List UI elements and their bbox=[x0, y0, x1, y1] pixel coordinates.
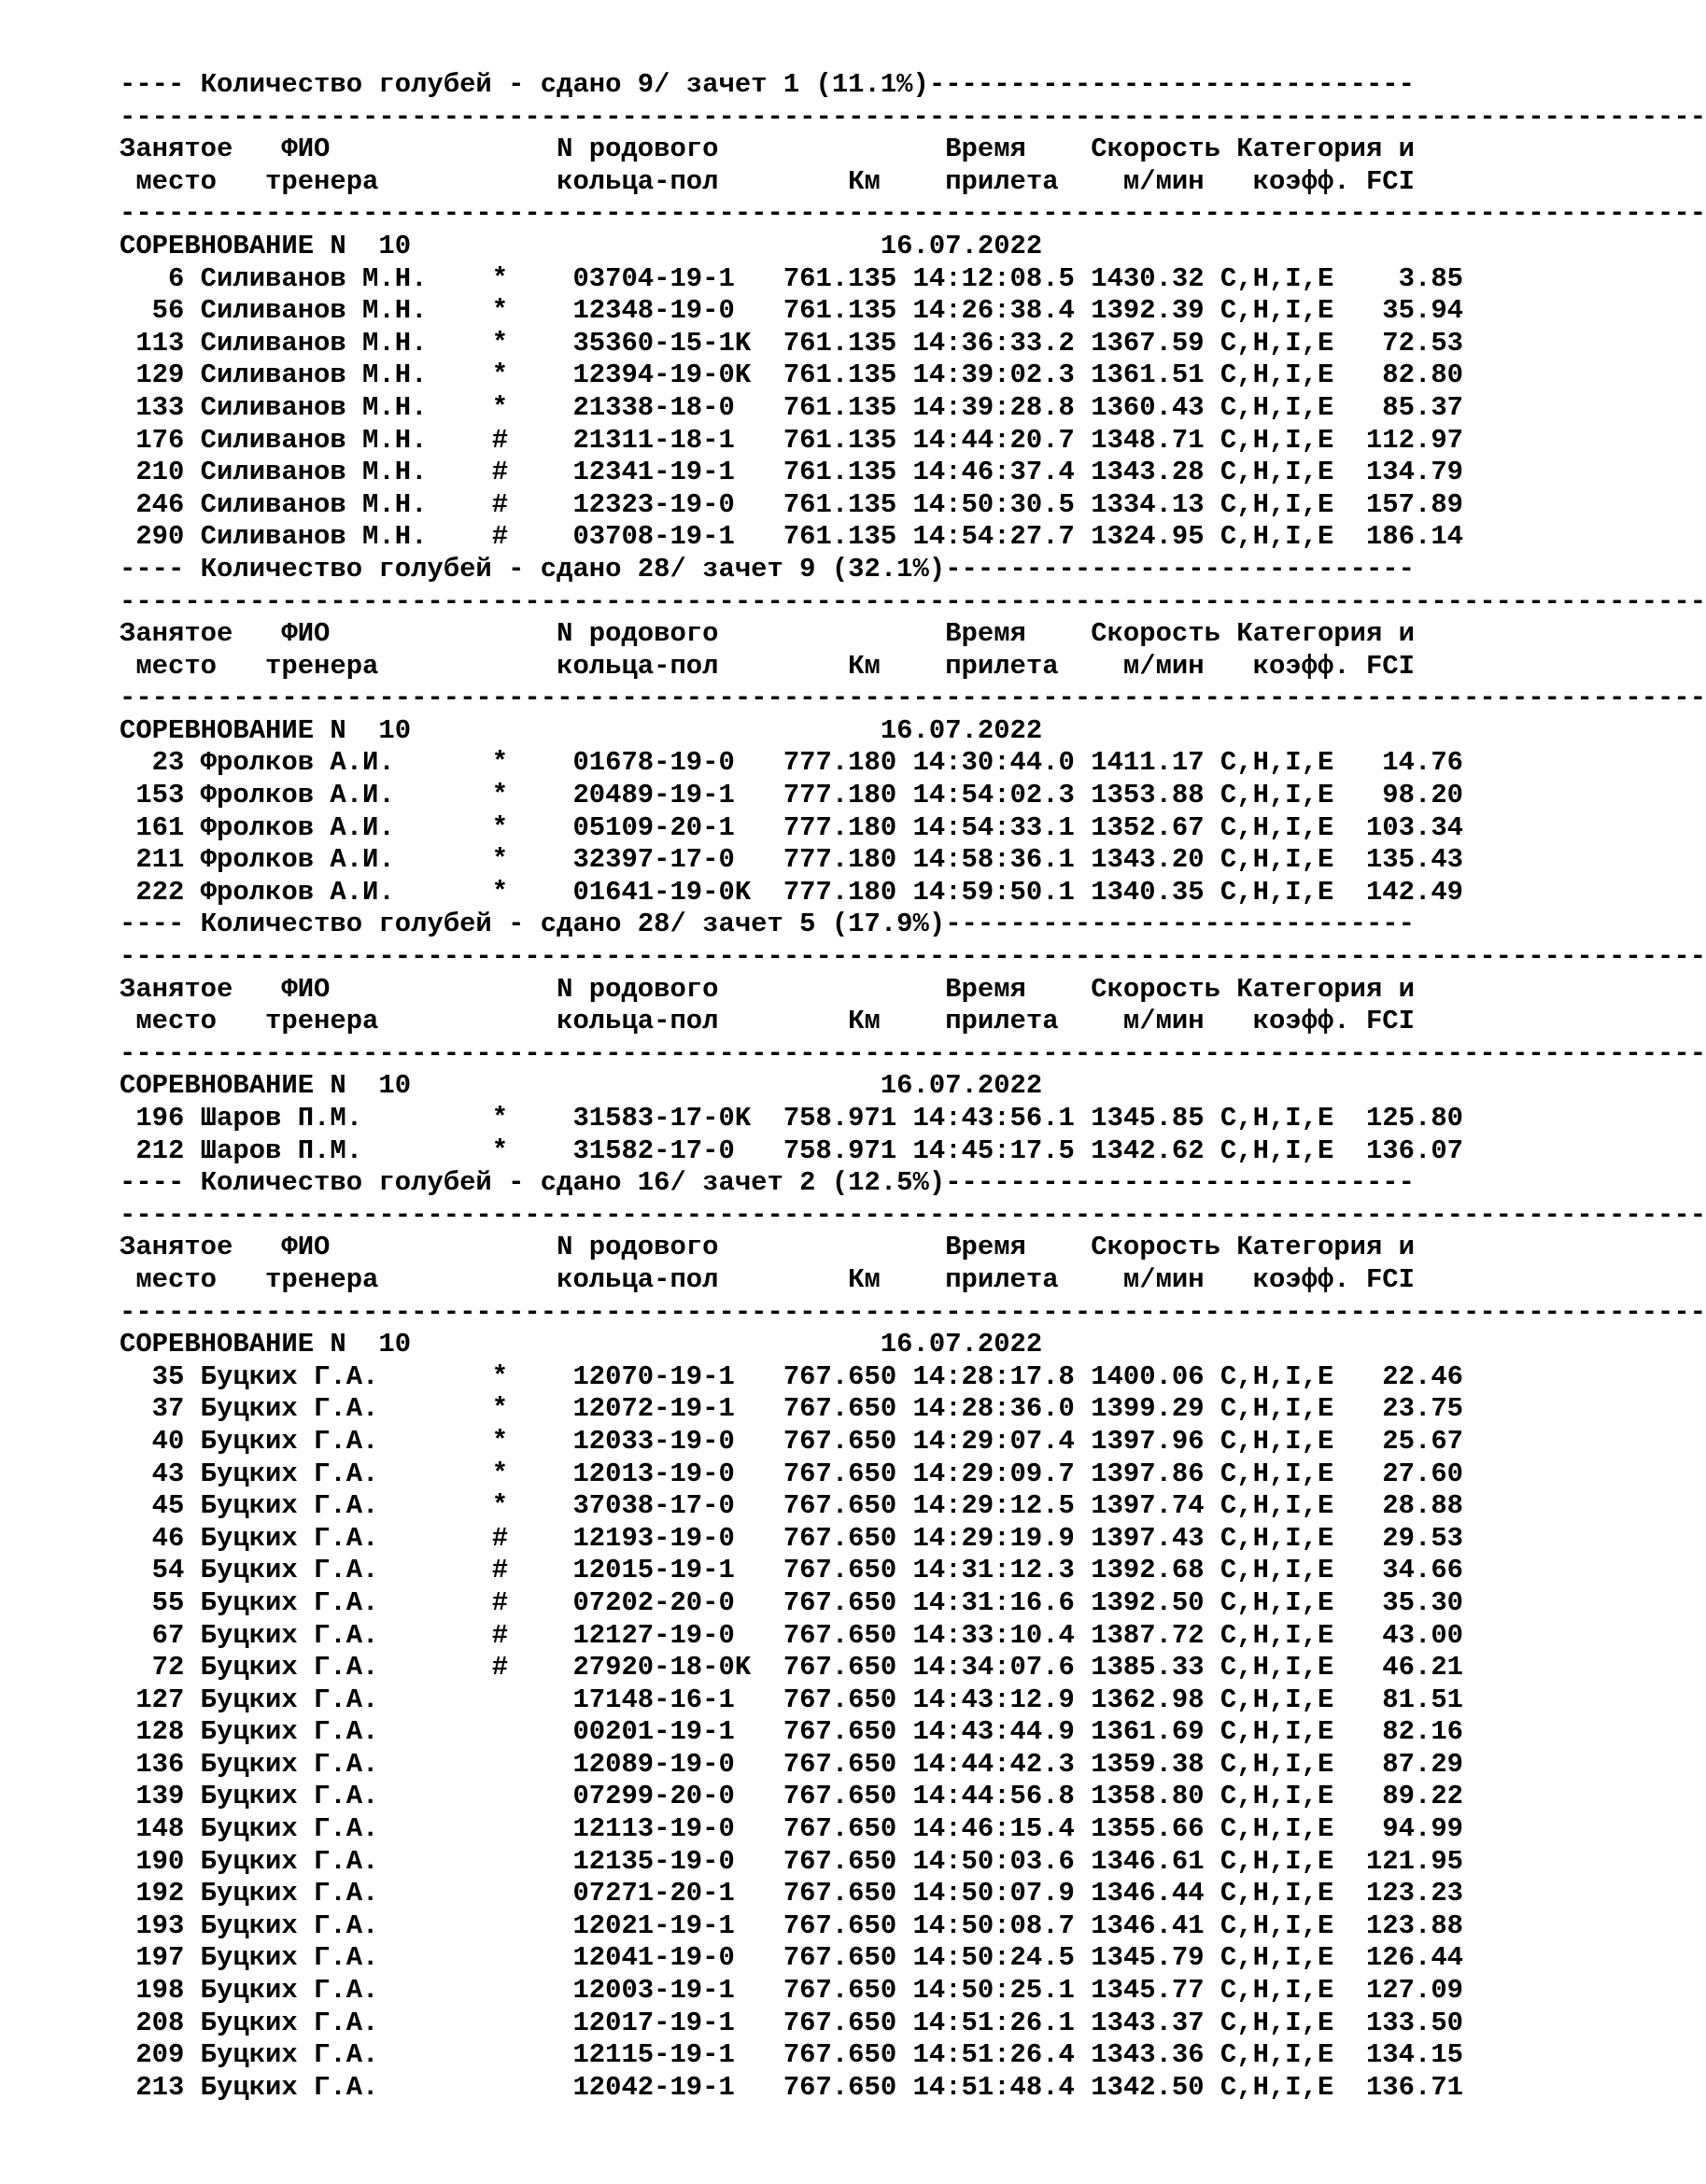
column-header-line-2: место тренера кольца-пол Км прилета м/мин коэфф. FCI bbox=[120, 1006, 1415, 1037]
table-row: 148 Буцких Г.А. 12113-19-0 767.650 14:46:15.4 1355.66 C,H,I,E 94.99 bbox=[120, 1813, 1463, 1845]
separator-rule: -------------------------------------------------------------------------------------------------- bbox=[120, 198, 1706, 230]
table-row: 211 Фролков А.И. * 32397-17-0 777.180 14:58:36.1 1343.20 C,H,I,E 135.43 bbox=[120, 844, 1463, 876]
separator-rule: -------------------------------------------------------------------------------------------------- bbox=[120, 1037, 1706, 1069]
table-row: 246 Силиванов М.Н. # 12323-19-0 761.135 14:50:30.5 1334.13 C,H,I,E 157.89 bbox=[120, 488, 1463, 520]
table-row: 23 Фролков А.И. * 01678-19-0 777.180 14:30:44.0 1411.17 C,H,I,E 14.76 bbox=[120, 747, 1463, 779]
summary-line: ---- Количество голубей - сдано 16/ зачет 2 (12.5%)----------------------------- bbox=[120, 1167, 1415, 1199]
separator-rule: -------------------------------------------------------------------------------------------------- bbox=[120, 1199, 1706, 1231]
table-row: 72 Буцких Г.А. # 27920-18-0K 767.650 14:34:07.6 1385.33 C,H,I,E 46.21 bbox=[120, 1652, 1463, 1684]
table-row: 55 Буцких Г.А. # 07202-20-0 767.650 14:31:16.6 1392.50 C,H,I,E 35.30 bbox=[120, 1586, 1463, 1618]
table-row: 210 Силиванов М.Н. # 12341-19-1 761.135 14:46:37.4 1343.28 C,H,I,E 134.79 bbox=[120, 457, 1463, 488]
table-row: 136 Буцких Г.А. 12089-19-0 767.650 14:44:42.3 1359.38 C,H,I,E 87.29 bbox=[120, 1748, 1463, 1780]
table-row: 54 Буцких Г.А. # 12015-19-1 767.650 14:31:12.3 1392.68 C,H,I,E 34.66 bbox=[120, 1555, 1463, 1586]
column-header-line-2: место тренера кольца-пол Км прилета м/мин коэфф. FCI bbox=[120, 1263, 1415, 1295]
table-row: 43 Буцких Г.А. * 12013-19-0 767.650 14:29:09.7 1397.86 C,H,I,E 27.60 bbox=[120, 1458, 1463, 1489]
table-row: 133 Силиванов М.Н. * 21338-18-0 761.135 14:39:28.8 1360.43 C,H,I,E 85.37 bbox=[120, 391, 1463, 423]
table-row: 192 Буцких Г.А. 07271-20-1 767.650 14:50:07.9 1346.44 C,H,I,E 123.23 bbox=[120, 1878, 1463, 1909]
table-row: 45 Буцких Г.А. * 37038-17-0 767.650 14:29:12.5 1397.74 C,H,I,E 28.88 bbox=[120, 1490, 1463, 1522]
separator-rule: -------------------------------------------------------------------------------------------------- bbox=[120, 683, 1706, 714]
competition-line: СОРЕВНОВАНИЕ N 10 16.07.2022 bbox=[120, 1070, 1043, 1102]
separator-rule: -------------------------------------------------------------------------------------------------- bbox=[120, 941, 1706, 973]
separator-rule: -------------------------------------------------------------------------------------------------- bbox=[120, 585, 1706, 617]
table-row: 212 Шаров П.М. * 31582-17-0 758.971 14:45:17.5 1342.62 C,H,I,E 136.07 bbox=[120, 1134, 1463, 1166]
column-header-line-2: место тренера кольца-пол Км прилета м/мин коэфф. FCI bbox=[120, 650, 1415, 682]
table-row: 208 Буцких Г.А. 12017-19-1 767.650 14:51:26.1 1343.37 C,H,I,E 133.50 bbox=[120, 2007, 1463, 2038]
table-row: 37 Буцких Г.А. * 12072-19-1 767.650 14:28:36.0 1399.29 C,H,I,E 23.75 bbox=[120, 1393, 1463, 1425]
column-header-line-1: Занятое ФИО N родового Время Скорость Категория и bbox=[120, 973, 1415, 1005]
table-row: 153 Фролков А.И. * 20489-19-1 777.180 14:54:02.3 1353.88 C,H,I,E 98.20 bbox=[120, 780, 1463, 811]
separator-rule: -------------------------------------------------------------------------------------------------- bbox=[120, 101, 1706, 133]
table-row: 176 Силиванов М.Н. # 21311-18-1 761.135 14:44:20.7 1348.71 C,H,I,E 112.97 bbox=[120, 424, 1463, 456]
table-row: 290 Силиванов М.Н. # 03708-19-1 761.135 14:54:27.7 1324.95 C,H,I,E 186.14 bbox=[120, 521, 1463, 553]
competition-line: СОРЕВНОВАНИЕ N 10 16.07.2022 bbox=[120, 714, 1043, 746]
column-header-line-2: место тренера кольца-пол Км прилета м/мин коэфф. FCI bbox=[120, 165, 1415, 197]
table-row: 40 Буцких Г.А. * 12033-19-0 767.650 14:29:07.4 1397.96 C,H,I,E 25.67 bbox=[120, 1425, 1463, 1457]
summary-line: ---- Количество голубей - сдано 9/ зачет 1 (11.1%)------------------------------ bbox=[120, 69, 1415, 100]
table-row: 56 Силиванов М.Н. * 12348-19-0 761.135 14:26:38.4 1392.39 C,H,I,E 35.94 bbox=[120, 295, 1463, 327]
table-row: 213 Буцких Г.А. 12042-19-1 767.650 14:51:48.4 1342.50 C,H,I,E 136.71 bbox=[120, 2071, 1463, 2103]
table-row: 222 Фролков А.И. * 01641-19-0K 777.180 14:59:50.1 1340.35 C,H,I,E 142.49 bbox=[120, 876, 1463, 908]
table-row: 128 Буцких Г.А. 00201-19-1 767.650 14:43:44.9 1361.69 C,H,I,E 82.16 bbox=[120, 1716, 1463, 1748]
table-row: 46 Буцких Г.А. # 12193-19-0 767.650 14:29:19.9 1397.43 C,H,I,E 29.53 bbox=[120, 1522, 1463, 1554]
table-row: 196 Шаров П.М. * 31583-17-0K 758.971 14:43:56.1 1345.85 C,H,I,E 125.80 bbox=[120, 1103, 1463, 1134]
column-header-line-1: Занятое ФИО N родового Время Скорость Категория и bbox=[120, 1232, 1415, 1263]
table-row: 35 Буцких Г.А. * 12070-19-1 767.650 14:28:17.8 1400.06 C,H,I,E 22.46 bbox=[120, 1360, 1463, 1392]
table-row: 67 Буцких Г.А. # 12127-19-0 767.650 14:33:10.4 1387.72 C,H,I,E 43.00 bbox=[120, 1619, 1463, 1651]
table-row: 129 Силиванов М.Н. * 12394-19-0K 761.135 14:39:02.3 1361.51 C,H,I,E 82.80 bbox=[120, 359, 1463, 391]
summary-line: ---- Количество голубей - сдано 28/ зачет 9 (32.1%)----------------------------- bbox=[120, 553, 1415, 585]
table-row: 161 Фролков А.И. * 05109-20-1 777.180 14:54:33.1 1352.67 C,H,I,E 103.34 bbox=[120, 811, 1463, 843]
table-row: 209 Буцких Г.А. 12115-19-1 767.650 14:51:26.4 1343.36 C,H,I,E 134.15 bbox=[120, 2039, 1463, 2071]
race-results-report bbox=[120, 69, 1706, 2104]
table-row: 6 Силиванов М.Н. * 03704-19-1 761.135 14:12:08.5 1430.32 C,H,I,E 3.85 bbox=[120, 262, 1463, 294]
table-row: 193 Буцких Г.А. 12021-19-1 767.650 14:50:08.7 1346.41 C,H,I,E 123.88 bbox=[120, 1909, 1463, 1941]
table-row: 197 Буцких Г.А. 12041-19-0 767.650 14:50:24.5 1345.79 C,H,I,E 126.44 bbox=[120, 1942, 1463, 1974]
table-row: 139 Буцких Г.А. 07299-20-0 767.650 14:44:56.8 1358.80 C,H,I,E 89.22 bbox=[120, 1781, 1463, 1812]
table-row: 190 Буцких Г.А. 12135-19-0 767.650 14:50:03.6 1346.61 C,H,I,E 121.95 bbox=[120, 1845, 1463, 1877]
column-header-line-1: Занятое ФИО N родового Время Скорость Категория и bbox=[120, 134, 1415, 165]
table-row: 127 Буцких Г.А. 17148-16-1 767.650 14:43:12.9 1362.98 C,H,I,E 81.51 bbox=[120, 1684, 1463, 1715]
separator-rule: -------------------------------------------------------------------------------------------------- bbox=[120, 1296, 1706, 1328]
summary-line: ---- Количество голубей - сдано 28/ зачет 5 (17.9%)----------------------------- bbox=[120, 909, 1415, 940]
table-row: 113 Силиванов М.Н. * 35360-15-1K 761.135 14:36:33.2 1367.59 C,H,I,E 72.53 bbox=[120, 327, 1463, 359]
table-row: 198 Буцких Г.А. 12003-19-1 767.650 14:50:25.1 1345.77 C,H,I,E 127.09 bbox=[120, 1975, 1463, 2007]
competition-line: СОРЕВНОВАНИЕ N 10 16.07.2022 bbox=[120, 230, 1043, 261]
competition-line: СОРЕВНОВАНИЕ N 10 16.07.2022 bbox=[120, 1329, 1043, 1360]
column-header-line-1: Занятое ФИО N родового Время Скорость Категория и bbox=[120, 618, 1415, 650]
